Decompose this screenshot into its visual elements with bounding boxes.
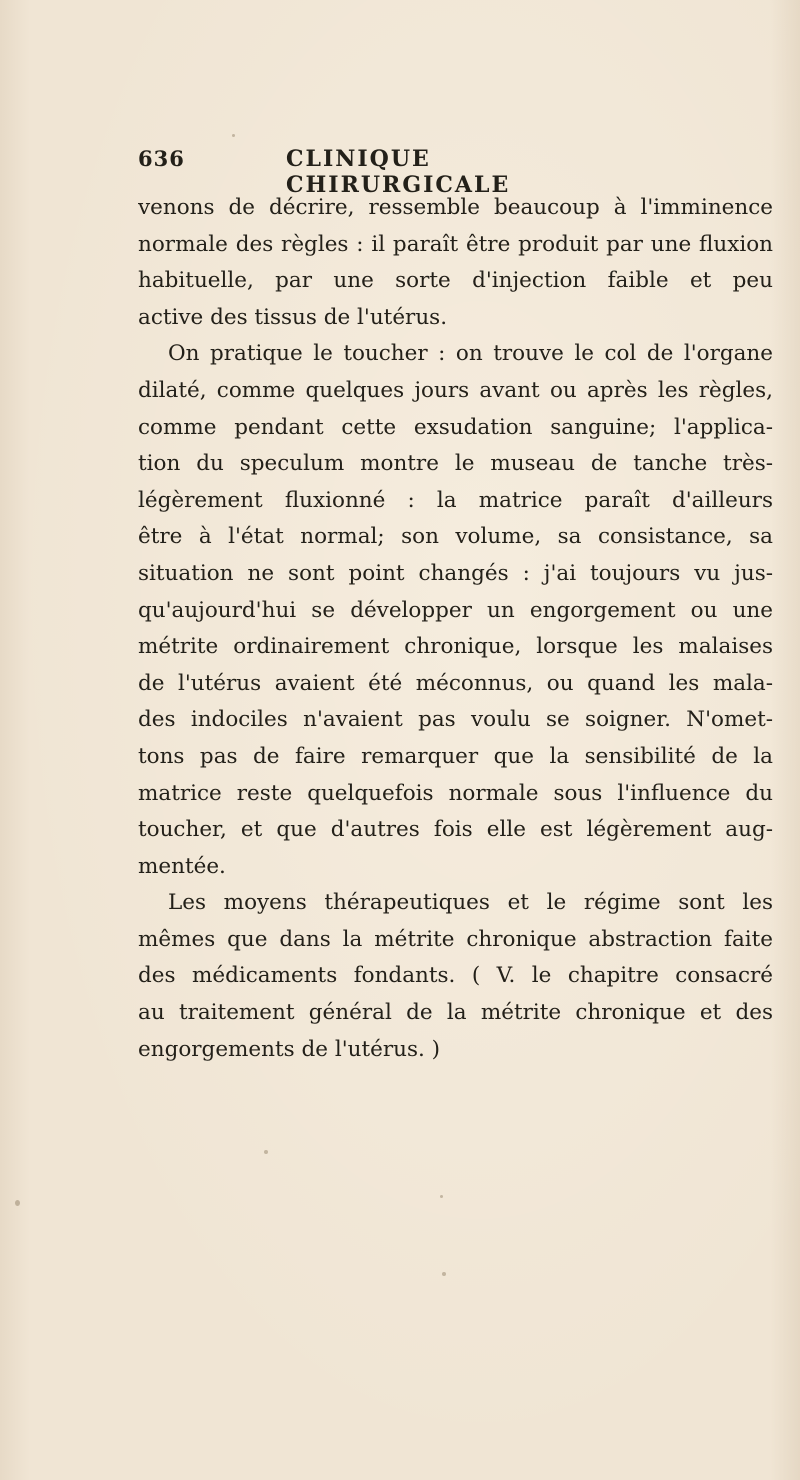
text-line: active des tissus de l'utérus. — [138, 304, 448, 330]
text-line: métrite ordinairement chronique, lorsque les malaises — [138, 634, 773, 660]
text-line: tons pas de faire remarquer que la sensibilité de la — [138, 743, 773, 769]
paper-speck — [15, 1200, 20, 1206]
body-text — [138, 190, 773, 1068]
text-line: venons de décrire, ressemble beaucoup à l'imminence — [138, 195, 773, 220]
text-line: de l'utérus avaient été méconnus, ou quand les mala- — [138, 670, 773, 696]
text-line: engorgements de l'utérus. ) — [138, 1036, 441, 1062]
text-line: comme pendant cette exsudation sanguine; l'applica- — [138, 414, 773, 440]
text-line: des médicaments fondants. ( V. le chapitre consacré — [138, 963, 773, 989]
text-line: des indociles n'avaient pas voulu se soigner. N'omet- — [138, 707, 773, 733]
text-line: normale des règles : il paraît être produit par une fluxion — [138, 231, 773, 257]
text-line: toucher, et que d'autres fois elle est légèrement aug- — [138, 817, 773, 843]
text-line: On pratique le toucher : on trouve le col de l'organe — [168, 341, 773, 367]
text-line: qu'aujourd'hui se développer un engorgement ou une — [138, 597, 773, 623]
text-line: situation ne sont point changés : j'ai toujours vu jus- — [138, 560, 773, 586]
text-line: dilaté, comme quelques jours avant ou après les règles, — [138, 377, 773, 403]
paper-speck — [264, 1150, 268, 1154]
text-line: habituelle, par une sorte d'injection faible et peu — [138, 268, 773, 294]
running-title: CLINIQUE CHIRURGICALE — [286, 146, 511, 198]
text-line: mentée. — [138, 853, 226, 879]
text-line: légèrement fluxionné : la matrice paraît d'ailleurs — [138, 487, 773, 513]
paper-speck — [440, 1195, 443, 1198]
paper-speck — [442, 1272, 446, 1276]
text-line: matrice reste quelquefois normale sous l'influence du — [138, 780, 773, 806]
text-line: tion du speculum montre le museau de tanche très- — [138, 451, 773, 477]
page-header — [138, 146, 658, 198]
text-line: au traitement général de la métrite chronique et des — [138, 1000, 773, 1026]
text-line: Les moyens thérapeutiques et le régime sont les — [168, 890, 773, 916]
page-number: 636 — [138, 146, 185, 171]
text-line: être à l'état normal; son volume, sa consistance, sa — [138, 524, 773, 550]
paper-speck — [232, 134, 235, 137]
text-line: mêmes que dans la métrite chronique abstraction faite — [138, 926, 773, 952]
